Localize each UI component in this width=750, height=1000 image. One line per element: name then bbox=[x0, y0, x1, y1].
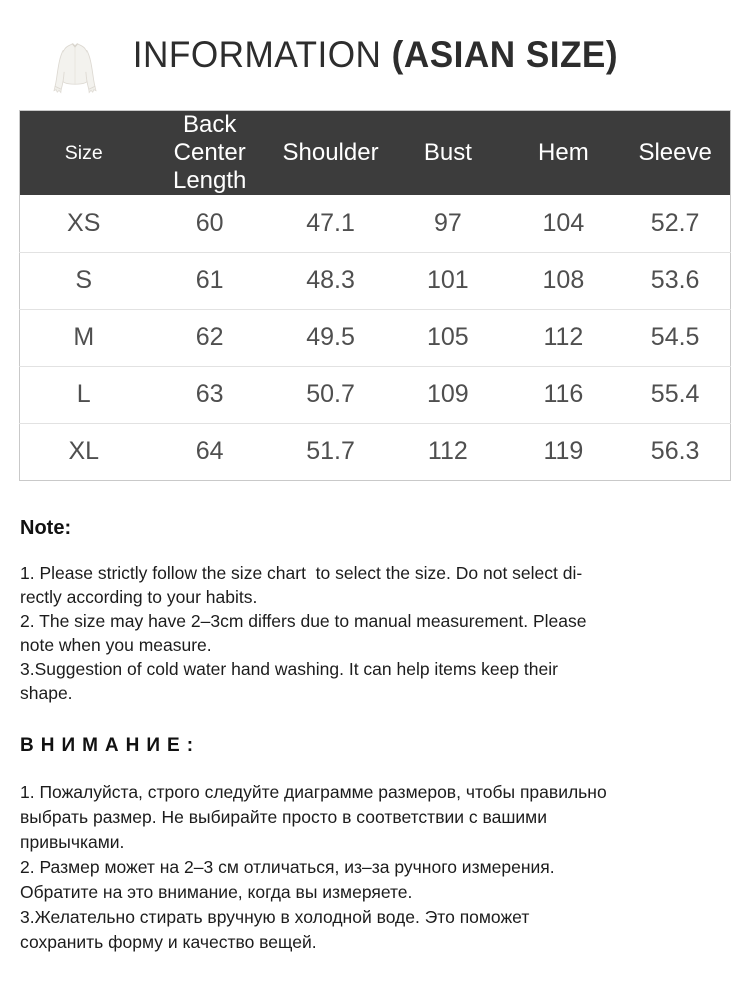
column-header-label: Sleeve bbox=[638, 139, 712, 166]
cell-size: M bbox=[20, 309, 148, 366]
note-section bbox=[20, 517, 730, 705]
table-row bbox=[20, 195, 731, 252]
cell-bust: 101 bbox=[389, 252, 506, 309]
page-title bbox=[132, 34, 617, 76]
cell-bust: 105 bbox=[389, 309, 506, 366]
attention-line: 2. Размер может на 2–3 см отличаться, из–за ручного измерения. bbox=[20, 856, 555, 877]
cell-sleeve: 53.6 bbox=[620, 252, 730, 309]
cell-shoulder: 47.1 bbox=[306, 208, 355, 237]
cell-sleeve: 52.7 bbox=[650, 208, 700, 237]
attention-line: 1. Пожалуйста, строго следуйте диаграмме размеров, чтобы правильно bbox=[20, 781, 607, 802]
column-header-label: Bust bbox=[423, 139, 472, 166]
cell-back-center-length: 62 bbox=[147, 309, 271, 366]
size-table bbox=[19, 110, 731, 481]
cell-shoulder: 51.7 bbox=[272, 423, 389, 480]
column-header bbox=[389, 111, 506, 196]
column-header-label: Size bbox=[64, 141, 103, 164]
column-header bbox=[20, 111, 148, 196]
attention-line: сохранить форму и качество вещей. bbox=[20, 931, 317, 952]
column-header bbox=[620, 111, 730, 196]
note-body bbox=[20, 561, 730, 705]
note-line: 3.Suggestion of cold water hand washing. It can help items keep their bbox=[20, 658, 558, 679]
cell-back-center-length: 63 bbox=[147, 366, 271, 423]
note-line: 1. Please strictly follow the size chart to select the size. Do not select di- bbox=[20, 562, 583, 583]
attention-section bbox=[20, 735, 730, 955]
cell-back-center-length: 64 bbox=[147, 423, 271, 480]
cell-sleeve: 55.4 bbox=[620, 366, 730, 423]
table-row bbox=[20, 309, 731, 366]
size-table-head bbox=[20, 111, 731, 196]
note-line: 2. The size may have 2–3cm differs due to manual measurement. Please bbox=[20, 610, 587, 631]
column-header bbox=[272, 111, 389, 196]
cell-back-center-length: 61 bbox=[147, 252, 271, 309]
table-row bbox=[20, 252, 731, 309]
note-heading: Note: bbox=[20, 516, 72, 539]
attention-line: привычками. bbox=[20, 831, 125, 852]
cell-size: L bbox=[20, 366, 148, 423]
page-title-light: INFORMATION bbox=[132, 34, 392, 75]
attention-line: 3.Желательно стирать вручную в холодной воде. Это поможет bbox=[20, 906, 530, 927]
attention-line: выбрать размер. Не выбирайте просто в соответствии с вашими bbox=[20, 806, 547, 827]
cell-size: XS bbox=[67, 208, 101, 237]
column-header-label: Hem bbox=[538, 139, 589, 166]
cell-bust: 112 bbox=[389, 423, 506, 480]
column-header-label: Back Center Length bbox=[172, 111, 247, 194]
cell-hem: 108 bbox=[507, 252, 621, 309]
cell-hem: 119 bbox=[507, 423, 621, 480]
table-row bbox=[20, 366, 731, 423]
cell-shoulder: 49.5 bbox=[272, 309, 389, 366]
size-table-body bbox=[20, 195, 731, 480]
column-header bbox=[507, 111, 621, 196]
cell-sleeve: 54.5 bbox=[620, 309, 730, 366]
note-line: note when you measure. bbox=[20, 634, 212, 655]
table-row bbox=[20, 423, 731, 480]
page-title-bold: (ASIAN SIZE) bbox=[391, 34, 618, 75]
note-line: shape. bbox=[20, 682, 73, 703]
attention-line: Обратите на это внимание, когда вы измеряете. bbox=[20, 881, 413, 902]
note-line: rectly according to your habits. bbox=[20, 586, 258, 607]
cell-bust: 97 bbox=[433, 208, 462, 237]
cell-bust: 109 bbox=[389, 366, 506, 423]
attention-heading: ВНИМАНИЕ: bbox=[20, 734, 201, 756]
cell-shoulder: 48.3 bbox=[272, 252, 389, 309]
column-header bbox=[147, 111, 271, 196]
cell-hem: 104 bbox=[542, 208, 585, 237]
cell-size: S bbox=[20, 252, 148, 309]
cell-hem: 116 bbox=[507, 366, 621, 423]
cell-back-center-length: 60 bbox=[195, 208, 224, 237]
cell-hem: 112 bbox=[507, 309, 621, 366]
cell-sleeve: 56.3 bbox=[620, 423, 730, 480]
column-header-label: Shoulder bbox=[282, 139, 379, 166]
attention-body bbox=[20, 780, 730, 955]
header bbox=[0, 0, 750, 110]
cell-size: XL bbox=[20, 423, 148, 480]
table-header-row bbox=[20, 111, 731, 196]
white-blouse-icon bbox=[53, 40, 97, 98]
cell-shoulder: 50.7 bbox=[272, 366, 389, 423]
